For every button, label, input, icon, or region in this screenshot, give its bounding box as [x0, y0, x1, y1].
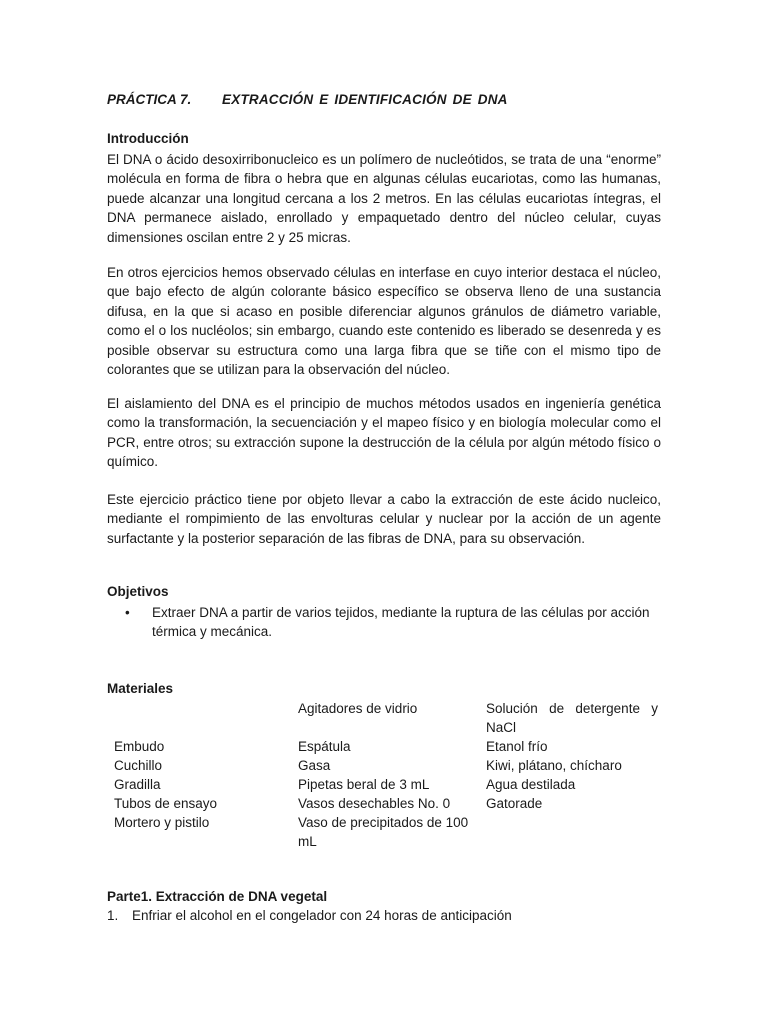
material-item: Gasa — [298, 758, 331, 773]
material-item: Tubos de ensayo — [114, 796, 218, 811]
material-item: Kiwi, plátano, chícharo — [486, 758, 622, 773]
material-item: Espátula — [298, 739, 351, 754]
material-item: Embudo — [114, 739, 165, 754]
objectives-heading: Objetivos — [107, 584, 169, 599]
intro-heading: Introducción — [107, 131, 189, 146]
intro-paragraph-3: El aislamiento del DNA es el principio de muchos métodos usados en ingeniería genética como la transformación, la secuenciación y el mapeo físico y en biología molecular como el PCR, entre otros; su extracción supone la destrucción de la célula por algún método físico o químico. — [107, 396, 661, 470]
material-item: Gradilla — [114, 777, 161, 792]
material-item: Vaso de precipitados de 100 mL — [298, 815, 469, 849]
step-item — [107, 908, 512, 923]
materials-column-2 — [298, 699, 478, 851]
material-item: Gatorade — [486, 796, 543, 811]
page-title — [107, 92, 508, 107]
objective-item — [107, 603, 661, 642]
materials-heading: Materiales — [107, 681, 174, 696]
material-item: Solución de detergente y NaCl — [486, 701, 658, 735]
practice-number: PRÁCTICA 7. — [107, 92, 192, 107]
intro-paragraph-4: Este ejercicio práctico tiene por objeto llevar a cabo la extracción de este ácido nucleico, mediante el rompimiento de las envolturas celular y nuclear por la acción de un agente surfactante y la posterior separación de las fibras de DNA, para su observación. — [107, 492, 661, 546]
step-text: Enfriar el alcohol en el congelador con 24 horas de anticipación — [132, 908, 512, 923]
intro-paragraph-1: El DNA o ácido desoxirribonucleico es un polímero de nucleótidos, se trata de una “enorme” molécula en forma de fibra o hebra que en algunas células eucariotas, como las humanas, puede alcanzar una longitud cercana a los 2 metros. En las células eucariotas íntegras, el DNA permanece aislado, enrollado y empaquetado dentro del núcleo celular, cuyas dimensiones oscilan entre 2 y 25 micras. — [107, 152, 661, 245]
material-item: Cuchillo — [114, 758, 163, 773]
materials-column-3 — [486, 699, 666, 813]
part1-heading: Parte1. Extracción de DNA vegetal — [107, 889, 328, 904]
material-item: Pipetas beral de 3 mL — [298, 777, 430, 792]
material-item: Agitadores de vidrio — [298, 701, 418, 716]
material-item: Vasos desechables No. 0 — [298, 796, 451, 811]
objective-text: Extraer DNA a partir de varios tejidos, mediante la ruptura de las células por acción térmica y mecánica. — [152, 605, 650, 640]
material-item: Agua destilada — [486, 777, 576, 792]
material-item: Mortero y pistilo — [114, 815, 210, 830]
step-number: 1. — [107, 908, 119, 923]
practice-title: EXTRACCIÓN E IDENTIFICACIÓN DE DNA — [222, 92, 508, 107]
intro-paragraph-2: En otros ejercicios hemos observado células en interfase en cuyo interior destaca el núcleo, que bajo efecto de algún colorante básico específico se observa lleno de una sustancia difusa, en la que si acaso en posible diferenciar algunos gránulos de diámetro variable, como el o los nucléolos; sin embargo, cuando este contenido es liberado se desenreda y es posible observar su estructura como una larga fibra que se tiñe con el mismo tipo de colorantes que se utilizan para la observación del núcleo. — [107, 265, 661, 378]
material-item: Etanol frío — [486, 739, 548, 754]
materials-column-1 — [114, 737, 217, 832]
bullet-icon: • — [125, 605, 130, 620]
